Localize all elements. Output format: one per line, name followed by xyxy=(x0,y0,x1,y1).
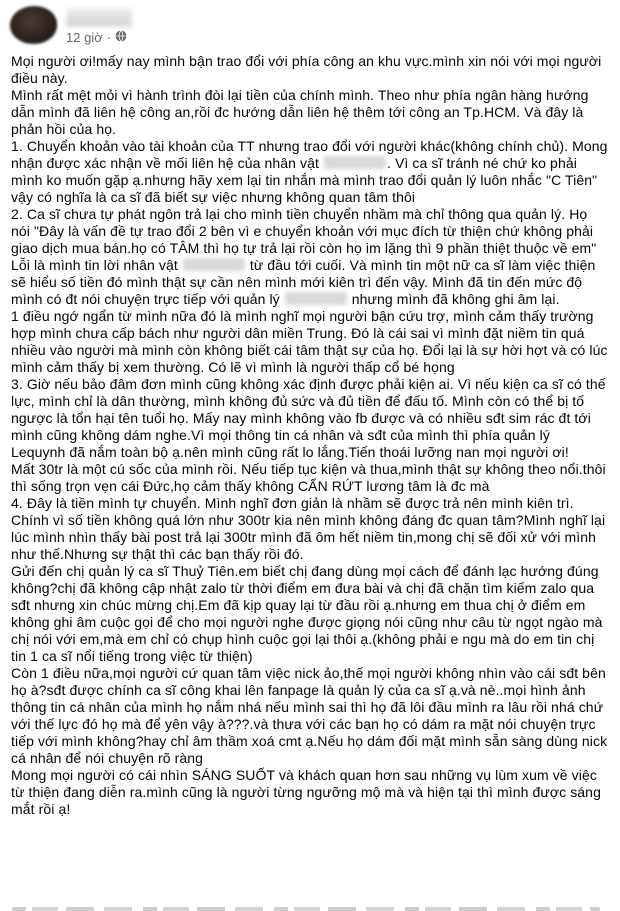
post-paragraph: Mong mọi người có cái nhìn SÁNG SUỐT và khách quan hơn sau những vụ lùm xum về việc từ thiện đang diễn ra.mình cũng là người từng ngưỡng mộ mà và hiện tại thì mình được sáng mắt rồi ạ! xyxy=(11,767,601,817)
post-paragraph: Mất 30tr là một cú sốc của mình rồi. Nếu tiếp tục kiện và thua,mình thật sự không theo nổi.thôi thì sống trọn vẹn cái Đức,họ cảm thấy không CẨN RỨT lương tâm là đc mà xyxy=(11,461,606,494)
post-paragraph: Gửi đến chị quản lý ca sĩ Thuỷ Tiên.em biết chị đang dùng mọi cách để đánh lạc hướng đúng không?chị đã không cập nhật zalo từ thời điểm em đưa bài và chị đã chặn tìm kiếm zalo qua sđt nhưng xin chúc mừng chị.Em đã kịp quay lại từ đầu rồi ạ.nhưng em thua chị ở điểm em không ghi âm cuộc gọi để cho mọi người nghe được giọng nói cũng như câu từ ngọt ngào mà chị nói với em,mà em chỉ có chụp hình cuộc gọi lại thôi ạ.(không phải e ngu mà do em tin chị tin 1 ca sĩ nổi tiếng trong việc từ thiện) xyxy=(11,563,603,664)
post-paragraph: 3. Giờ nếu bảo đâm đơn mình cũng không xác định được phải kiện ai. Vì nếu kiện ca sĩ có thế lực, mình chỉ là dân thường, mình không đủ sức và đủ tiền để đấu tố. Mình còn có thể bị tố ngược là tổn hại tên tuổi họ. Mấy nay mình không vào fb được và có nhiều sđt sim rác đt tới mình cũng không dám nghe.Vì mọi thông tin cá nhân và sđt của mình thì phía quản lý Lequynh đã nắm toàn bộ ạ.nên mình cũng rất lo lắng.Tiến thoái lưỡng nan mọi người ơi! xyxy=(11,376,606,460)
post-paragraph: Mình rất mệt mỏi vì hành trình đòi lại tiền của chính mình. Theo như phía ngân hàng hướng dẫn mình đã liên hệ công an,rồi đc hướng dẫn liên hệ thêm tới công an Tp.HCM. Và đây là phản hồi của họ. xyxy=(11,87,589,137)
post-paragraph: Còn 1 điều nữa,mọi người cứ quan tâm việc nick ảo,thế mọi người không nhìn vào cái sđt bên họ à?sđt được chính ca sĩ công khai lên fanpage là quản lý của ca sĩ ạ.và nè..mọi hình ảnh thông tin cá nhân của mình họ nắm nhá nếu mình sai thì họ đã lôi đầu mình ra lâu rồi nhá chứ với thế lực đó họ mà để yên vậy à???.và thưa với các bạn họ có dám ra mặt nói chuyện trực tiếp với mình không?hay chỉ âm thầm xoá cmt ạ.Nếu họ dám đối mặt mình sẵn sàng dùng nick cá nhân để nói chuyện rõ ràng xyxy=(11,665,608,766)
post-header xyxy=(0,0,620,45)
post-paragraph: 4. Đây là tiền mình tự chuyển. Mình nghĩ đơn giản là nhầm sẽ được trả nên mình kiên trì. Chính vì số tiền không quá lớn như 300tr kia nên mình không đáng đc quan tâm?Mình nghĩ lại lúc mình nhìn thấy bài post trả lại 300tr mình đã ôm hết niềm tin,mong chị sẽ đối xử với mình như thế.Nhưng sự thật thì các bạn thấy rồi đó. xyxy=(11,495,606,562)
post-paragraph: Lỗi là mình tin lời nhân vật từ đầu tới cuối. Và mình tin một nữ ca sĩ làm việc thiện sẽ hiểu số tiền đó mình thật sự cần nên mình mới kiên trì đến vậy. Mình đã tin đến mức độ mình có đt nói chuyện trực tiếp với quản lý nhưng mình đã không ghi âm lại. xyxy=(11,257,596,307)
meta-separator: · xyxy=(106,30,112,45)
post-meta xyxy=(66,30,132,45)
post-paragraph: Mọi người ơi!mấy nay mình bận trao đổi với phía công an khu vực.mình xin nói với mọi người điều này. xyxy=(11,53,602,86)
author-name-redacted[interactable] xyxy=(66,8,132,27)
post-paragraph: 1 điều ngớ ngẩn từ mình nữa đó là mình nghĩ mọi người bận cứu trợ, mình cảm thấy trường hợp mình chưa cấp bách như người dân miền Trung. Đó là cái sai vì mình đặt niềm tin quá nhiều vào người mà mình còn không biết cái tâm thật sự của họ. Đổi lại là sự hời hợt và có lúc mình cảm thấy bị xem thường. Có lẽ vì mình là người thấp cổ bé họng xyxy=(11,308,608,375)
globe-icon xyxy=(115,30,127,45)
post-paragraph: 1. Chuyển khoản vào tài khoản của TT nhưng trao đổi với người khác(không chính chủ). Mong nhận được xác nhận về mối liên hệ của nhân vật . Vì ca sĩ tránh né chứ ko phải mình ko muốn gặp ạ.nhưng hãy xem lại tin nhắn mà mình trao đổi quản lý luôn nhắc "C Tiên" vậy có nghĩa là ca sĩ đã biết sự việc nhưng không quan tâm thôi xyxy=(11,138,608,205)
clipped-next-line xyxy=(12,907,600,911)
redacted-name-blur xyxy=(285,292,347,305)
post-paragraph: 2. Ca sĩ chưa tự phát ngôn trả lại cho mình tiền chuyển nhầm mà chỉ thông qua quản lý. Họ nói "Đây là vấn đề tự trao đổi 2 bên vì e chuyển khoản với mục đích từ thiện chứ không phải giao dịch mua bán.họ có TÂM thì họ tự trả lại rồi còn họ im lặng thì 9 phần thiệt thuộc về em" xyxy=(11,206,597,256)
post-timestamp[interactable]: 12 giờ xyxy=(66,30,103,45)
avatar[interactable] xyxy=(10,6,57,44)
redacted-name-blur xyxy=(183,258,245,271)
redacted-name-blur xyxy=(324,156,386,169)
post-text xyxy=(0,45,620,818)
header-text xyxy=(66,6,132,45)
